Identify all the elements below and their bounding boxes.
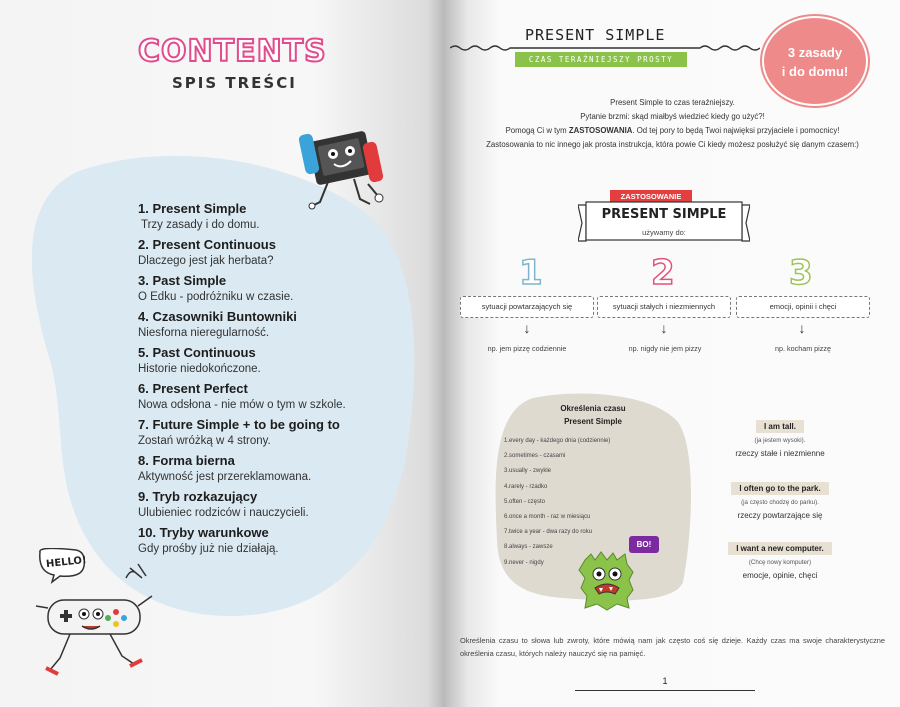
- list-item: 2.sometimes - czasami: [504, 453, 566, 460]
- use-example: np. jem pizzę codziennie: [487, 344, 567, 353]
- intro-bold-part: ZASTOSOWANIA: [568, 126, 633, 135]
- contents-title: CONTENTS: [138, 34, 327, 69]
- use-example: np. nigdy nie jem pizzy: [628, 344, 702, 353]
- down-arrow-icon: ↓: [798, 320, 806, 336]
- badge-line2: i do domu!: [781, 64, 849, 79]
- example-english: I am tall.: [756, 420, 804, 433]
- list-item: 8.always - zawsze: [504, 544, 553, 551]
- use-example: np. kocham pizzę: [775, 344, 831, 353]
- toc-item-title: 9. Tryb rozkazujący: [138, 489, 258, 504]
- list-item: 3.usually - zwykle: [504, 468, 552, 475]
- toc-item-title: 8. Forma bierna: [138, 453, 235, 468]
- toc-item-desc: Nowa odsłona - nie mów o tym w szkole.: [138, 399, 346, 411]
- gamepad-mascot-icon: [30, 548, 160, 698]
- hello-bubble-text: HELLO!: [45, 554, 88, 571]
- toc-item-desc: Historie niedokończone.: [138, 363, 261, 375]
- monster-mascot-icon: [577, 550, 637, 612]
- use-number: 2: [651, 253, 675, 293]
- toc-item-desc: Niesforna nieregularność.: [138, 327, 270, 339]
- example-description: rzeczy stałe i niezmienne: [735, 449, 825, 458]
- toc-item[interactable]: [138, 272, 438, 306]
- intro-line: Pytanie brzmi: skąd miałbyś wiedzieć kiedy go użyć?!: [580, 112, 765, 121]
- toc-item-title: 10. Tryby warunkowe: [138, 525, 269, 540]
- example-description: emocje, opinie, chęci: [742, 571, 818, 580]
- toc-item-desc: O Edku - podróżniku w czasie.: [138, 291, 294, 303]
- toc-item[interactable]: [138, 452, 438, 486]
- zastosowanie-label: ZASTOSOWANIE: [610, 190, 692, 203]
- toc-item[interactable]: [138, 380, 438, 414]
- intro-line: Present Simple to czas teraźniejszy.: [610, 98, 735, 107]
- example-card: [715, 416, 845, 458]
- toc-item-title: 4. Czasowniki Buntowniki: [138, 309, 297, 324]
- toc-item[interactable]: [138, 344, 438, 378]
- list-item: 5.often - często: [504, 498, 546, 505]
- example-translation: (ja często chodzę do parku).: [741, 499, 819, 506]
- toc-item-title: 7. Future Simple + to be going to: [138, 417, 340, 432]
- toc-item-desc: Zostań wróżką w 4 strony.: [138, 435, 271, 447]
- use-number: 1: [519, 253, 543, 293]
- use-box: sytuacji stałych i niezmiennych: [597, 296, 731, 318]
- use-box: emocji, opinii i chęci: [736, 296, 870, 318]
- toc-item-title: 2. Present Continuous: [138, 237, 276, 252]
- use-box: sytuacji powtarzających się: [460, 296, 594, 318]
- toc-item-desc: Trzy zasady i do domu.: [141, 219, 260, 231]
- toc-item-title: 6. Present Perfect: [138, 381, 248, 396]
- badge-line1: 3 zasady: [787, 45, 843, 60]
- list-item: 6.once a month - raz w miesiącu: [504, 514, 591, 521]
- intro-line: Zastosowania to nic innego jak prosta instrukcja, która powie Ci kiedy możesz posłużyć się danym czasem:): [486, 140, 859, 149]
- toc-item-desc: Dlaczego jest jak herbata?: [138, 255, 274, 267]
- toc-item-desc: Ulubieniec rodziców i nauczycieli.: [138, 507, 309, 519]
- down-arrow-icon: ↓: [523, 320, 531, 336]
- toc-item-title: 5. Past Continuous: [138, 345, 256, 360]
- example-english: I want a new computer.: [728, 542, 832, 555]
- example-translation: (Chcę nowy komputer): [748, 559, 812, 566]
- toc-item[interactable]: [138, 308, 438, 342]
- use-number: 3: [789, 253, 813, 293]
- toc-item-desc: Gdy prośby już nie działają.: [138, 543, 279, 555]
- table-of-contents: [138, 200, 438, 560]
- down-arrow-icon: ↓: [660, 320, 668, 336]
- example-card: [715, 538, 845, 580]
- intro-text: [445, 96, 900, 152]
- subtitle-tag: CZAS TERAŹNIEJSZY PROSTY: [515, 52, 687, 67]
- bo-speech-bubble: BO!: [629, 536, 659, 553]
- okreslenia-title-line: Present Simple: [564, 417, 622, 426]
- right-page: [445, 0, 900, 707]
- example-translation: (ja jestem wysoki).: [754, 437, 806, 444]
- toc-item[interactable]: [138, 236, 438, 270]
- intro-line: [445, 124, 900, 138]
- list-item: 7.twice a year - dwa razy do roku: [504, 529, 593, 536]
- toc-item[interactable]: [138, 416, 438, 450]
- toc-item[interactable]: [138, 200, 438, 234]
- toc-item-desc: Aktywność jest przereklamowana.: [138, 471, 312, 483]
- banner-subtitle: używamy do:: [642, 228, 686, 237]
- toc-item-title: 3. Past Simple: [138, 273, 227, 288]
- okreslenia-title: [523, 402, 663, 428]
- page-number-rule: [575, 690, 755, 691]
- okreslenia-title-line: Określenia czasu: [560, 404, 626, 413]
- banner-title: PRESENT SIMPLE: [601, 207, 727, 222]
- list-item: 4.rarely - rzadko: [504, 483, 548, 490]
- intro-text-part: Pomogą Ci w tym: [505, 126, 569, 135]
- rules-badge: [762, 16, 868, 106]
- wavy-divider: [450, 44, 760, 52]
- footer-paragraph: Określenia czasu to słowa lub zwroty, które mówią nam jak często coś się dzieje. Każdy czas ma swoje charakterystyczne określenia czasu, których należy nauczyć się na pamięć.: [460, 636, 885, 658]
- example-card: [715, 478, 845, 520]
- left-page: [0, 0, 445, 707]
- toc-item[interactable]: [138, 524, 438, 558]
- toc-item-title: 1. Present Simple: [138, 201, 247, 216]
- page-title: PRESENT SIMPLE: [525, 26, 666, 44]
- example-description: rzeczy powtarzające się: [737, 511, 823, 520]
- page-number: 1: [662, 676, 668, 686]
- list-item: 9.never - nigdy: [504, 559, 544, 566]
- example-english: I often go to the park.: [731, 482, 828, 495]
- list-item: 1.every day - każdego dnia (codziennie): [504, 438, 611, 444]
- intro-text-part: . Od tej pory to będą Twoi najwięksi przyjaciele i pomocnicy!: [632, 126, 840, 135]
- toc-item[interactable]: [138, 488, 438, 522]
- contents-subtitle: SPIS TREŚCI: [172, 74, 297, 92]
